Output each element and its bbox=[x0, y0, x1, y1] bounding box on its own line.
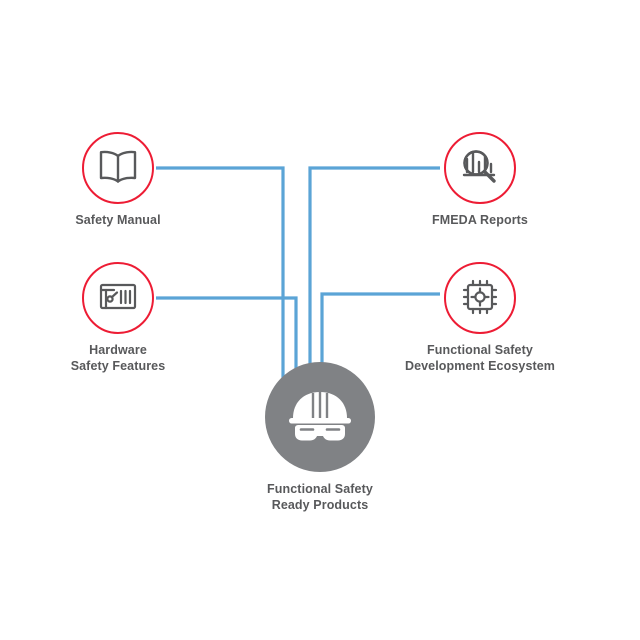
magnifier-bar-chart-icon bbox=[459, 146, 501, 191]
open-book-icon bbox=[97, 147, 139, 190]
safety-manual-circle bbox=[82, 132, 154, 204]
fmeda-reports-circle bbox=[444, 132, 516, 204]
fmeda-reports-label: FMEDA Reports bbox=[432, 213, 528, 227]
hard-hat-safety-goggles-icon bbox=[283, 382, 357, 453]
microchip-gear-icon bbox=[459, 276, 501, 321]
chip-wrench-icon bbox=[97, 277, 139, 320]
hardware-safety-circle bbox=[82, 262, 154, 334]
hub-circle bbox=[265, 362, 375, 472]
hardware-safety-label: Hardware Safety Features bbox=[70, 343, 166, 373]
node-functional-safety-development-ecosystem[interactable] bbox=[390, 262, 570, 374]
node-fmeda-reports[interactable] bbox=[390, 132, 570, 229]
node-hardware-safety-features[interactable] bbox=[28, 262, 208, 374]
node-safety-manual[interactable] bbox=[28, 132, 208, 229]
safety-manual-label: Safety Manual bbox=[75, 213, 161, 227]
hub-label: Functional Safety Ready Products bbox=[267, 482, 373, 512]
fsd-ecosystem-label: Functional Safety Development Ecosystem bbox=[404, 343, 556, 373]
node-functional-safety-ready-products[interactable] bbox=[210, 362, 430, 513]
fsd-ecosystem-circle bbox=[444, 262, 516, 334]
